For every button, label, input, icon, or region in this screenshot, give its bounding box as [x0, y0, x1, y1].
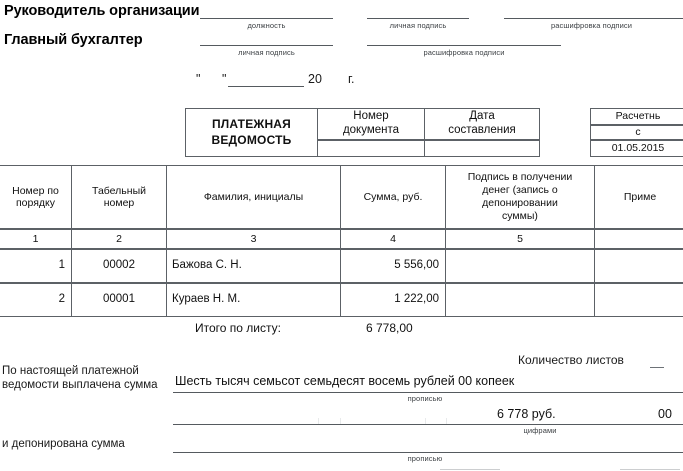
- period-from-value[interactable]: 01.05.2015: [590, 140, 683, 157]
- date-quote-open: ": [196, 72, 201, 86]
- paid-amount-kopecks[interactable]: 00: [658, 407, 672, 421]
- column-header-order: [0, 165, 72, 229]
- sheets-count-line: [650, 367, 664, 368]
- table-row-1-amount[interactable]: 5 556,00: [341, 249, 446, 283]
- caption-signature-decode-2: расшифровка подписи: [423, 48, 505, 57]
- column-header-personnel-number-line1: Табельный: [92, 184, 146, 197]
- clipped-bottom-line-1: [440, 469, 500, 470]
- column-header-signature: [446, 165, 595, 229]
- table-row-2-name[interactable]: Кураев Н. М.: [167, 283, 341, 317]
- paid-amount-words[interactable]: Шесть тысяч семьсот семьдесят восемь рублей 00 копеек: [175, 374, 515, 388]
- director-signature-decode-line: [504, 18, 683, 19]
- column-header-signature-line1: Подпись в получении: [467, 171, 573, 184]
- doc-date-header: [425, 108, 540, 140]
- accountant-signature-line: [200, 45, 333, 46]
- doc-number-header-line2: документа: [342, 124, 400, 136]
- figures-line-tick-3: [425, 418, 426, 424]
- column-header-order-line2: порядку: [15, 197, 55, 209]
- deposited-label: и депонирована сумма: [2, 438, 125, 450]
- column-header-note: Приме: [595, 165, 683, 229]
- doc-number-header: [318, 108, 425, 140]
- figures-line-tick-4: [446, 418, 447, 424]
- date-year-prefix: 20: [308, 72, 322, 86]
- paid-label-line2: ведомости выплачена сумма: [2, 379, 158, 391]
- date-quote-close: ": [222, 72, 227, 86]
- table-row-2-signature[interactable]: [446, 283, 595, 317]
- column-header-amount: Сумма, руб.: [341, 165, 446, 229]
- table-row-2-order[interactable]: 2: [0, 283, 72, 317]
- column-header-name: Фамилия, инициалы: [167, 165, 341, 229]
- doc-date-value[interactable]: [425, 140, 540, 157]
- date-month-line: [228, 86, 304, 87]
- column-number-6: [595, 229, 683, 249]
- column-number-3: 3: [167, 229, 341, 249]
- caption-in-words-2: прописью: [407, 454, 443, 463]
- period-header: Расчетнь: [590, 108, 683, 125]
- table-row-1-signature[interactable]: [446, 249, 595, 283]
- paid-amount-words-line: [173, 392, 683, 393]
- figures-line-tick-1: [318, 418, 319, 424]
- caption-signature-2: личная подпись: [238, 48, 295, 57]
- column-header-signature-line3: депонировании: [482, 197, 558, 209]
- total-amount: 6 778,00: [366, 321, 413, 335]
- accountant-label: Главный бухгалтер: [4, 32, 143, 48]
- sheets-count-label: Количество листов: [518, 353, 624, 367]
- paid-label-line1: По настоящей платежной: [2, 365, 139, 377]
- column-number-1: 1: [0, 229, 72, 249]
- paid-amount-rubles[interactable]: 6 778 руб.: [497, 407, 556, 421]
- caption-in-words: прописью: [407, 394, 443, 403]
- period-from-label: с: [590, 125, 683, 140]
- column-header-personnel-number-line2: номер: [103, 197, 135, 209]
- clipped-bottom-line-2: [620, 469, 680, 470]
- caption-signature-decode: расшифровка подписи: [550, 21, 633, 30]
- figures-line-tick-2: [340, 418, 341, 424]
- accountant-signature-decode-line: [367, 45, 561, 46]
- column-number-4: 4: [341, 229, 446, 249]
- column-header-signature-line2: денег (запись о: [482, 184, 558, 197]
- doc-date-header-line1: Дата: [469, 110, 495, 123]
- director-position-line: [200, 18, 333, 19]
- paid-amount-figures-line: [173, 424, 683, 425]
- table-row-2-note[interactable]: [595, 283, 683, 317]
- doc-date-header-line2: составления: [448, 124, 516, 136]
- column-number-5: 5: [446, 229, 595, 249]
- director-label: Руководитель организации: [4, 3, 200, 19]
- caption-position: должность: [247, 21, 286, 30]
- doc-number-value[interactable]: [318, 140, 425, 157]
- document-title-line2: ВЕДОМОСТЬ: [211, 132, 292, 147]
- caption-in-figures: цифрами: [523, 426, 557, 435]
- doc-number-header-line1: Номер: [353, 110, 389, 123]
- column-header-signature-line4: суммы): [502, 209, 538, 222]
- deposited-amount-line: [173, 452, 683, 453]
- date-year-suffix: г.: [348, 72, 355, 86]
- table-row-1-personnel-number[interactable]: 00002: [72, 249, 167, 283]
- total-label: Итого по листу:: [195, 321, 281, 335]
- document-title-line1: ПЛАТЕЖНАЯ: [211, 116, 292, 131]
- table-row-1-note[interactable]: [595, 249, 683, 283]
- director-signature-line: [367, 18, 469, 19]
- table-row-2-personnel-number[interactable]: 00001: [72, 283, 167, 317]
- column-number-2: 2: [72, 229, 167, 249]
- column-header-order-line1: Номер по: [12, 184, 59, 197]
- table-row-2-amount[interactable]: 1 222,00: [341, 283, 446, 317]
- document-title-cell: [185, 108, 318, 157]
- table-row-1-name[interactable]: Бажова С. Н.: [167, 249, 341, 283]
- column-header-personnel-number: [72, 165, 167, 229]
- table-row-1-order[interactable]: 1: [0, 249, 72, 283]
- caption-signature: личная подпись: [389, 21, 447, 30]
